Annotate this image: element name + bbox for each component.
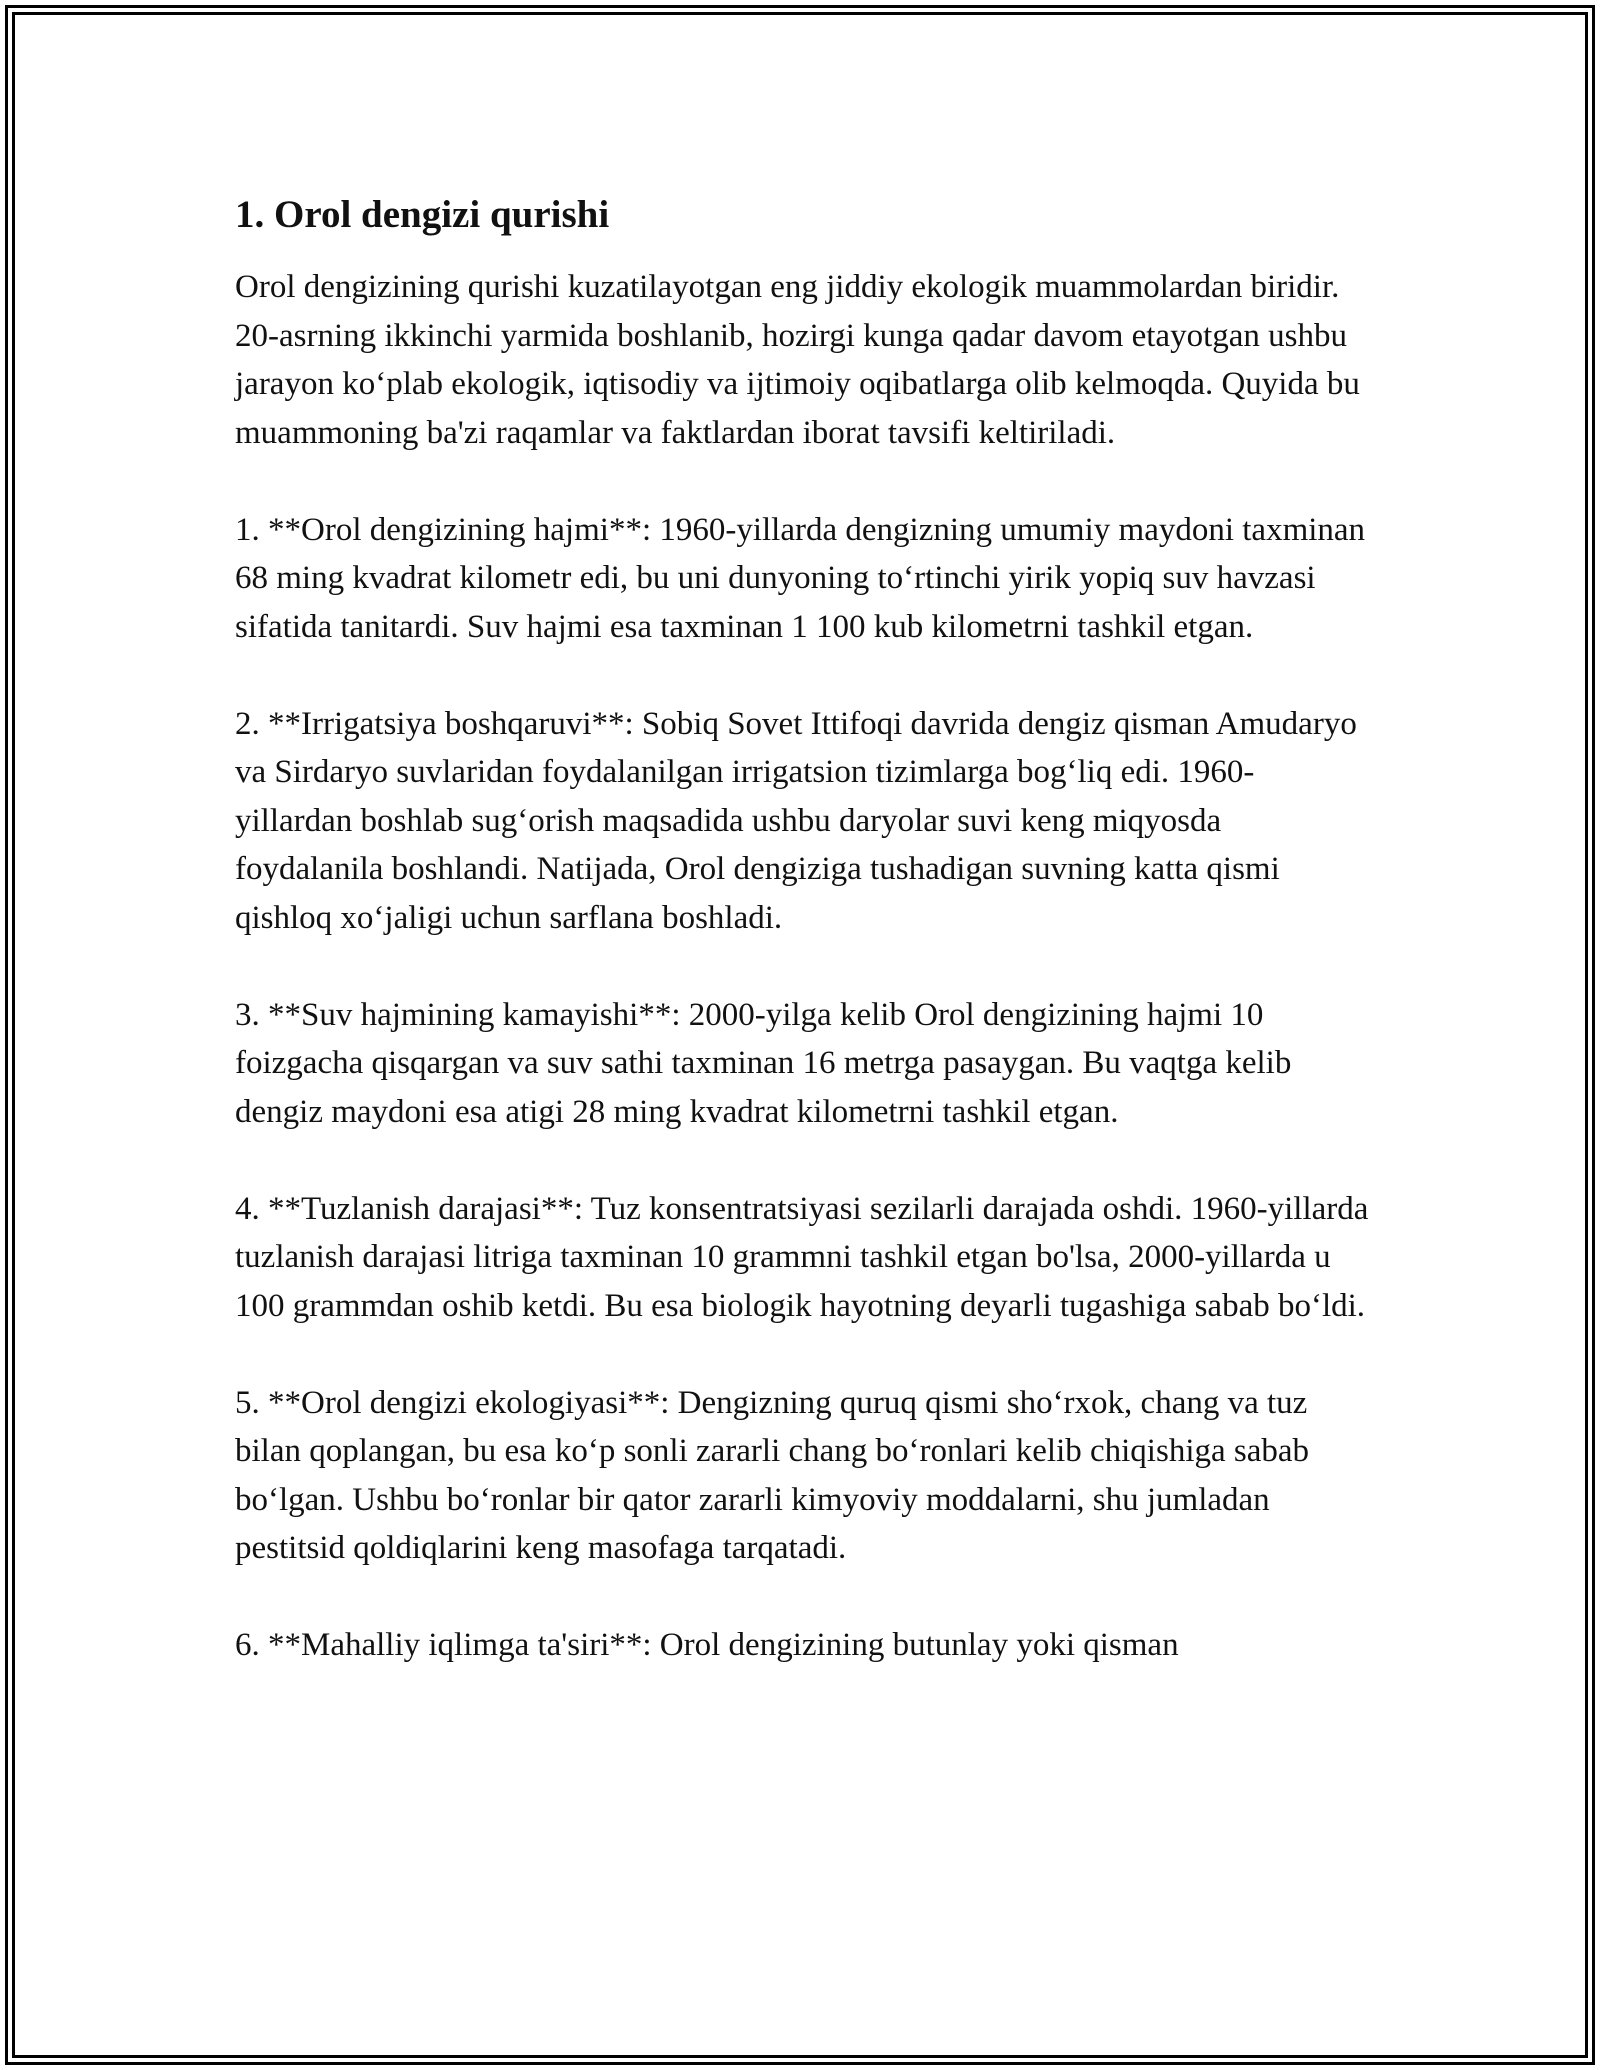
list-item-ecology: 5. **Orol dengizi ekologiyasi**: Dengizning quruq qismi sho‘rxok, chang va tuz bilan qoplangan, bu esa ko‘p sonli zararli chang bo‘ronlari kelib chiqishiga sabab bo‘lgan. Ushbu bo‘ronlar bir qator zararli kimyoviy moddalarni, shu jumladan pestitsid qoldiqlarini keng masofaga tarqatadi. bbox=[235, 1384, 1310, 1566]
document-body bbox=[235, 185, 1370, 1718]
list-item-climate: 6. **Mahalliy iqlimga ta'siri**: Orol dengizining butunlay yoki qisman bbox=[235, 1627, 1179, 1663]
list-item-volume: 1. **Orol dengizining hajmi**: 1960-yillarda dengizning umumiy maydoni taxminan 68 ming kvadrat kilometr edi, bu uni dunyoning to‘rtinchi yirik yopiq suv havzasi sifatida tanitardi. Suv hajmi esa taxminan 1 100 kub kilometrni tashkil etgan. bbox=[235, 511, 1366, 645]
list-item-water-decrease: 3. **Suv hajmining kamayishi**: 2000-yilga kelib Orol dengizining hajmi 10 foizgacha qisqargan va suv sathi taxminan 16 metrga pasaygan. Bu vaqtga kelib dengiz maydoni esa atigi 28 ming kvadrat kilometrni tashkil etgan. bbox=[235, 996, 1292, 1130]
list-item-salinity: 4. **Tuzlanish darajasi**: Tuz konsentratsiyasi sezilarli darajada oshdi. 1960-yillarda tuzlanish darajasi litriga taxminan 10 grammni tashkil etgan bo'lsa, 2000-yillarda u 100 grammdan oshib ketdi. Bu esa biologik hayotning deyarli tugashiga sabab bo‘ldi. bbox=[235, 1190, 1369, 1324]
intro-paragraph: Orol dengizining qurishi kuzatilayotgan eng jiddiy ekologik muammolardan biridir. 20-asrning ikkinchi yarmida boshlanib, hozirgi kunga qadar davom etayotgan ushbu jarayon ko‘plab ekologik, iqtisodiy va ijtimoiy oqibatlarga olib kelmoqda. Quyida bu muammoning ba'zi raqamlar va faktlardan iborat tavsifi keltiriladi. bbox=[235, 269, 1360, 451]
list-item-irrigation: 2. **Irrigatsiya boshqaruvi**: Sobiq Sovet Ittifoqi davrida dengiz qisman Amudaryo va Sirdaryo suvlaridan foydalanilgan irrigatsion tizimlarga bog‘liq edi. 1960-yillardan boshlab sug‘orish maqsadida ushbu daryolar suvi keng miqyosda foydalanila boshlandi. Natijada, Orol dengiziga tushadigan suvning katta qismi qishloq xo‘jaligi uchun sarflana boshladi. bbox=[235, 705, 1357, 936]
section-title: 1. Orol dengizi qurishi bbox=[235, 193, 610, 236]
